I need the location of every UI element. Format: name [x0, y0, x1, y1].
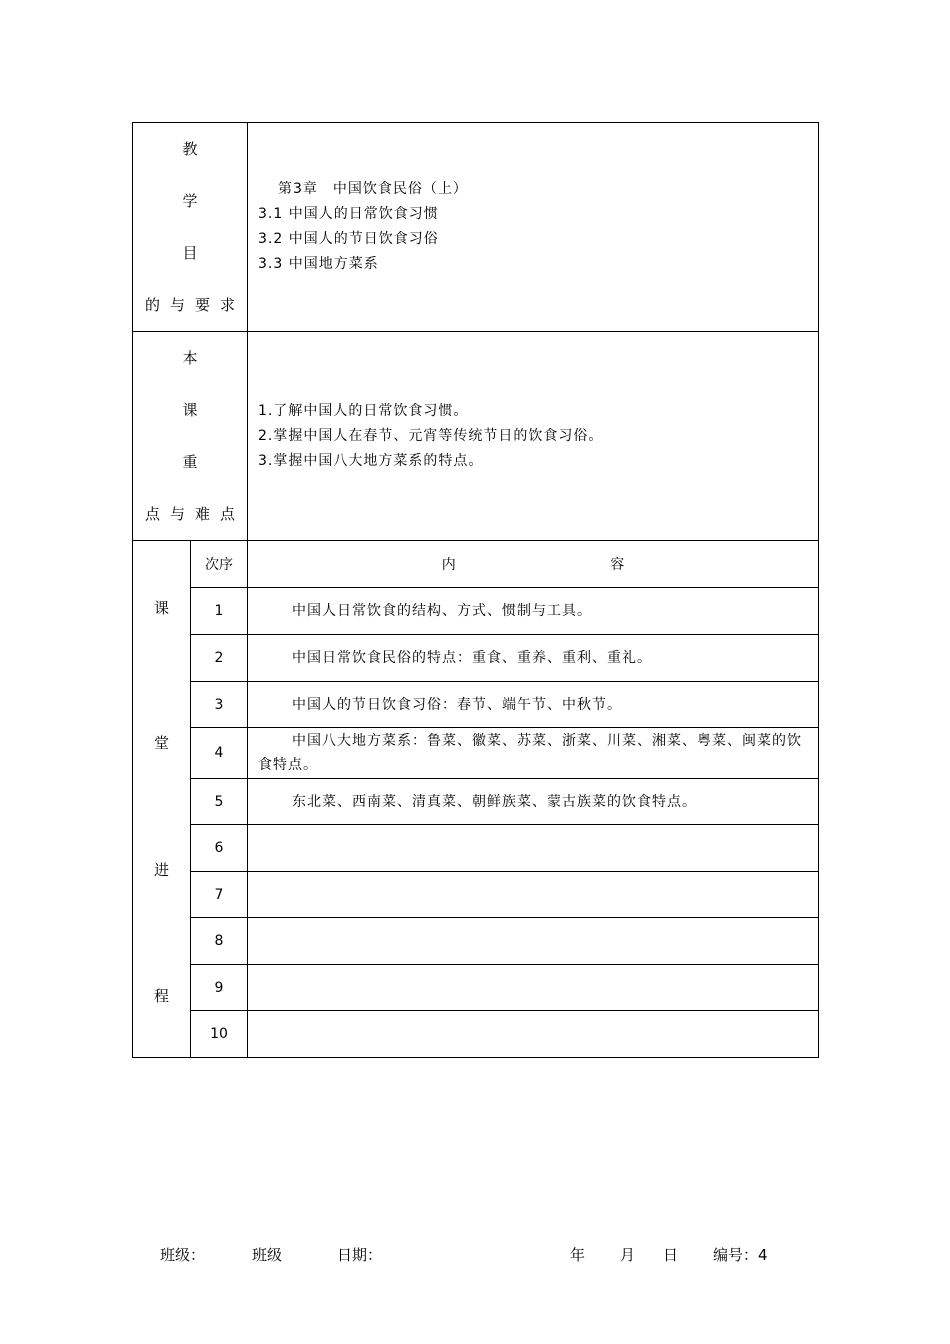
number-label: 编号：4 [713, 1246, 768, 1264]
row-content: 中国日常饮食民俗的特点：重食、重养、重利、重礼。 [248, 635, 819, 682]
row-number: 7 [191, 872, 248, 918]
table-row [133, 1011, 819, 1058]
objective-item: 3.1 中国人的日常饮食习惯 [258, 206, 439, 222]
row-number: 1 [191, 588, 248, 635]
row-number: 5 [191, 779, 248, 825]
focus-item: 2.掌握中国人在春节、元宵等传统节日的饮食习俗。 [258, 427, 604, 444]
table-row [133, 588, 819, 635]
footer [0, 1244, 950, 1268]
table-row [133, 728, 819, 779]
row-number: 6 [191, 825, 248, 872]
row-number: 9 [191, 965, 248, 1011]
table-row [133, 918, 819, 965]
focus-label [133, 332, 248, 541]
objectives-label-line2: 的与要求 [145, 296, 246, 314]
row-content [248, 918, 819, 965]
process-label-char: 进 [153, 861, 169, 879]
process-label-char: 堂 [153, 734, 169, 752]
day-label: 日 [663, 1246, 679, 1264]
row-number: 2 [191, 635, 248, 682]
objectives-content [248, 123, 819, 332]
class-label: 班级： [160, 1246, 206, 1264]
table-row [133, 635, 819, 682]
table-row [133, 872, 819, 918]
row-content [248, 825, 819, 872]
date-label: 日期： [337, 1246, 383, 1264]
process-label-char: 课 [153, 599, 169, 617]
focus-content [248, 332, 819, 541]
row-content [248, 1011, 819, 1058]
year-label: 年 [570, 1246, 586, 1264]
focus-item: 1.了解中国人的日常饮食习惯。 [258, 402, 469, 419]
chapter-title: 第3章 中国饮食民俗（上） [278, 181, 468, 197]
objective-item: 3.2 中国人的节日饮食习俗 [258, 231, 439, 247]
table-row [133, 779, 819, 825]
row-number: 3 [191, 682, 248, 728]
process-label-char: 程 [153, 987, 169, 1005]
row-content: 东北菜、西南菜、清真菜、朝鲜族菜、蒙古族菜的饮食特点。 [248, 779, 819, 825]
row-content [248, 872, 819, 918]
row-number: 4 [191, 728, 248, 779]
order-header: 次序 [191, 541, 248, 588]
class-value: 班级 [252, 1246, 283, 1264]
process-label [133, 541, 191, 1058]
table-row [133, 825, 819, 872]
focus-label-line2: 点与难点 [145, 505, 246, 523]
lesson-plan-table [132, 122, 819, 1058]
process-header-row [133, 541, 819, 588]
table-row [133, 682, 819, 728]
row-content: 中国人的节日饮食习俗：春节、端午节、中秋节。 [248, 682, 819, 728]
objective-item: 3.3 中国地方菜系 [258, 256, 379, 272]
focus-row [133, 332, 819, 541]
objectives-label [133, 123, 248, 332]
row-content [248, 965, 819, 1011]
row-number: 8 [191, 918, 248, 965]
row-content: 中国八大地方菜系：鲁菜、徽菜、苏菜、浙菜、川菜、湘菜、粤菜、闽菜的饮食特点。 [248, 728, 819, 779]
table-row [133, 965, 819, 1011]
row-number: 10 [191, 1011, 248, 1058]
content-header [248, 541, 819, 588]
month-label: 月 [620, 1246, 636, 1264]
content-header-char: 内 [441, 557, 456, 573]
objectives-row [133, 123, 819, 332]
focus-label-line1: 本课重 [182, 349, 228, 471]
objectives-label-line1: 教学目 [182, 140, 228, 262]
content-header-char: 容 [610, 557, 625, 573]
focus-item: 3.掌握中国八大地方菜系的特点。 [258, 452, 484, 469]
row-content: 中国人日常饮食的结构、方式、惯制与工具。 [248, 588, 819, 635]
